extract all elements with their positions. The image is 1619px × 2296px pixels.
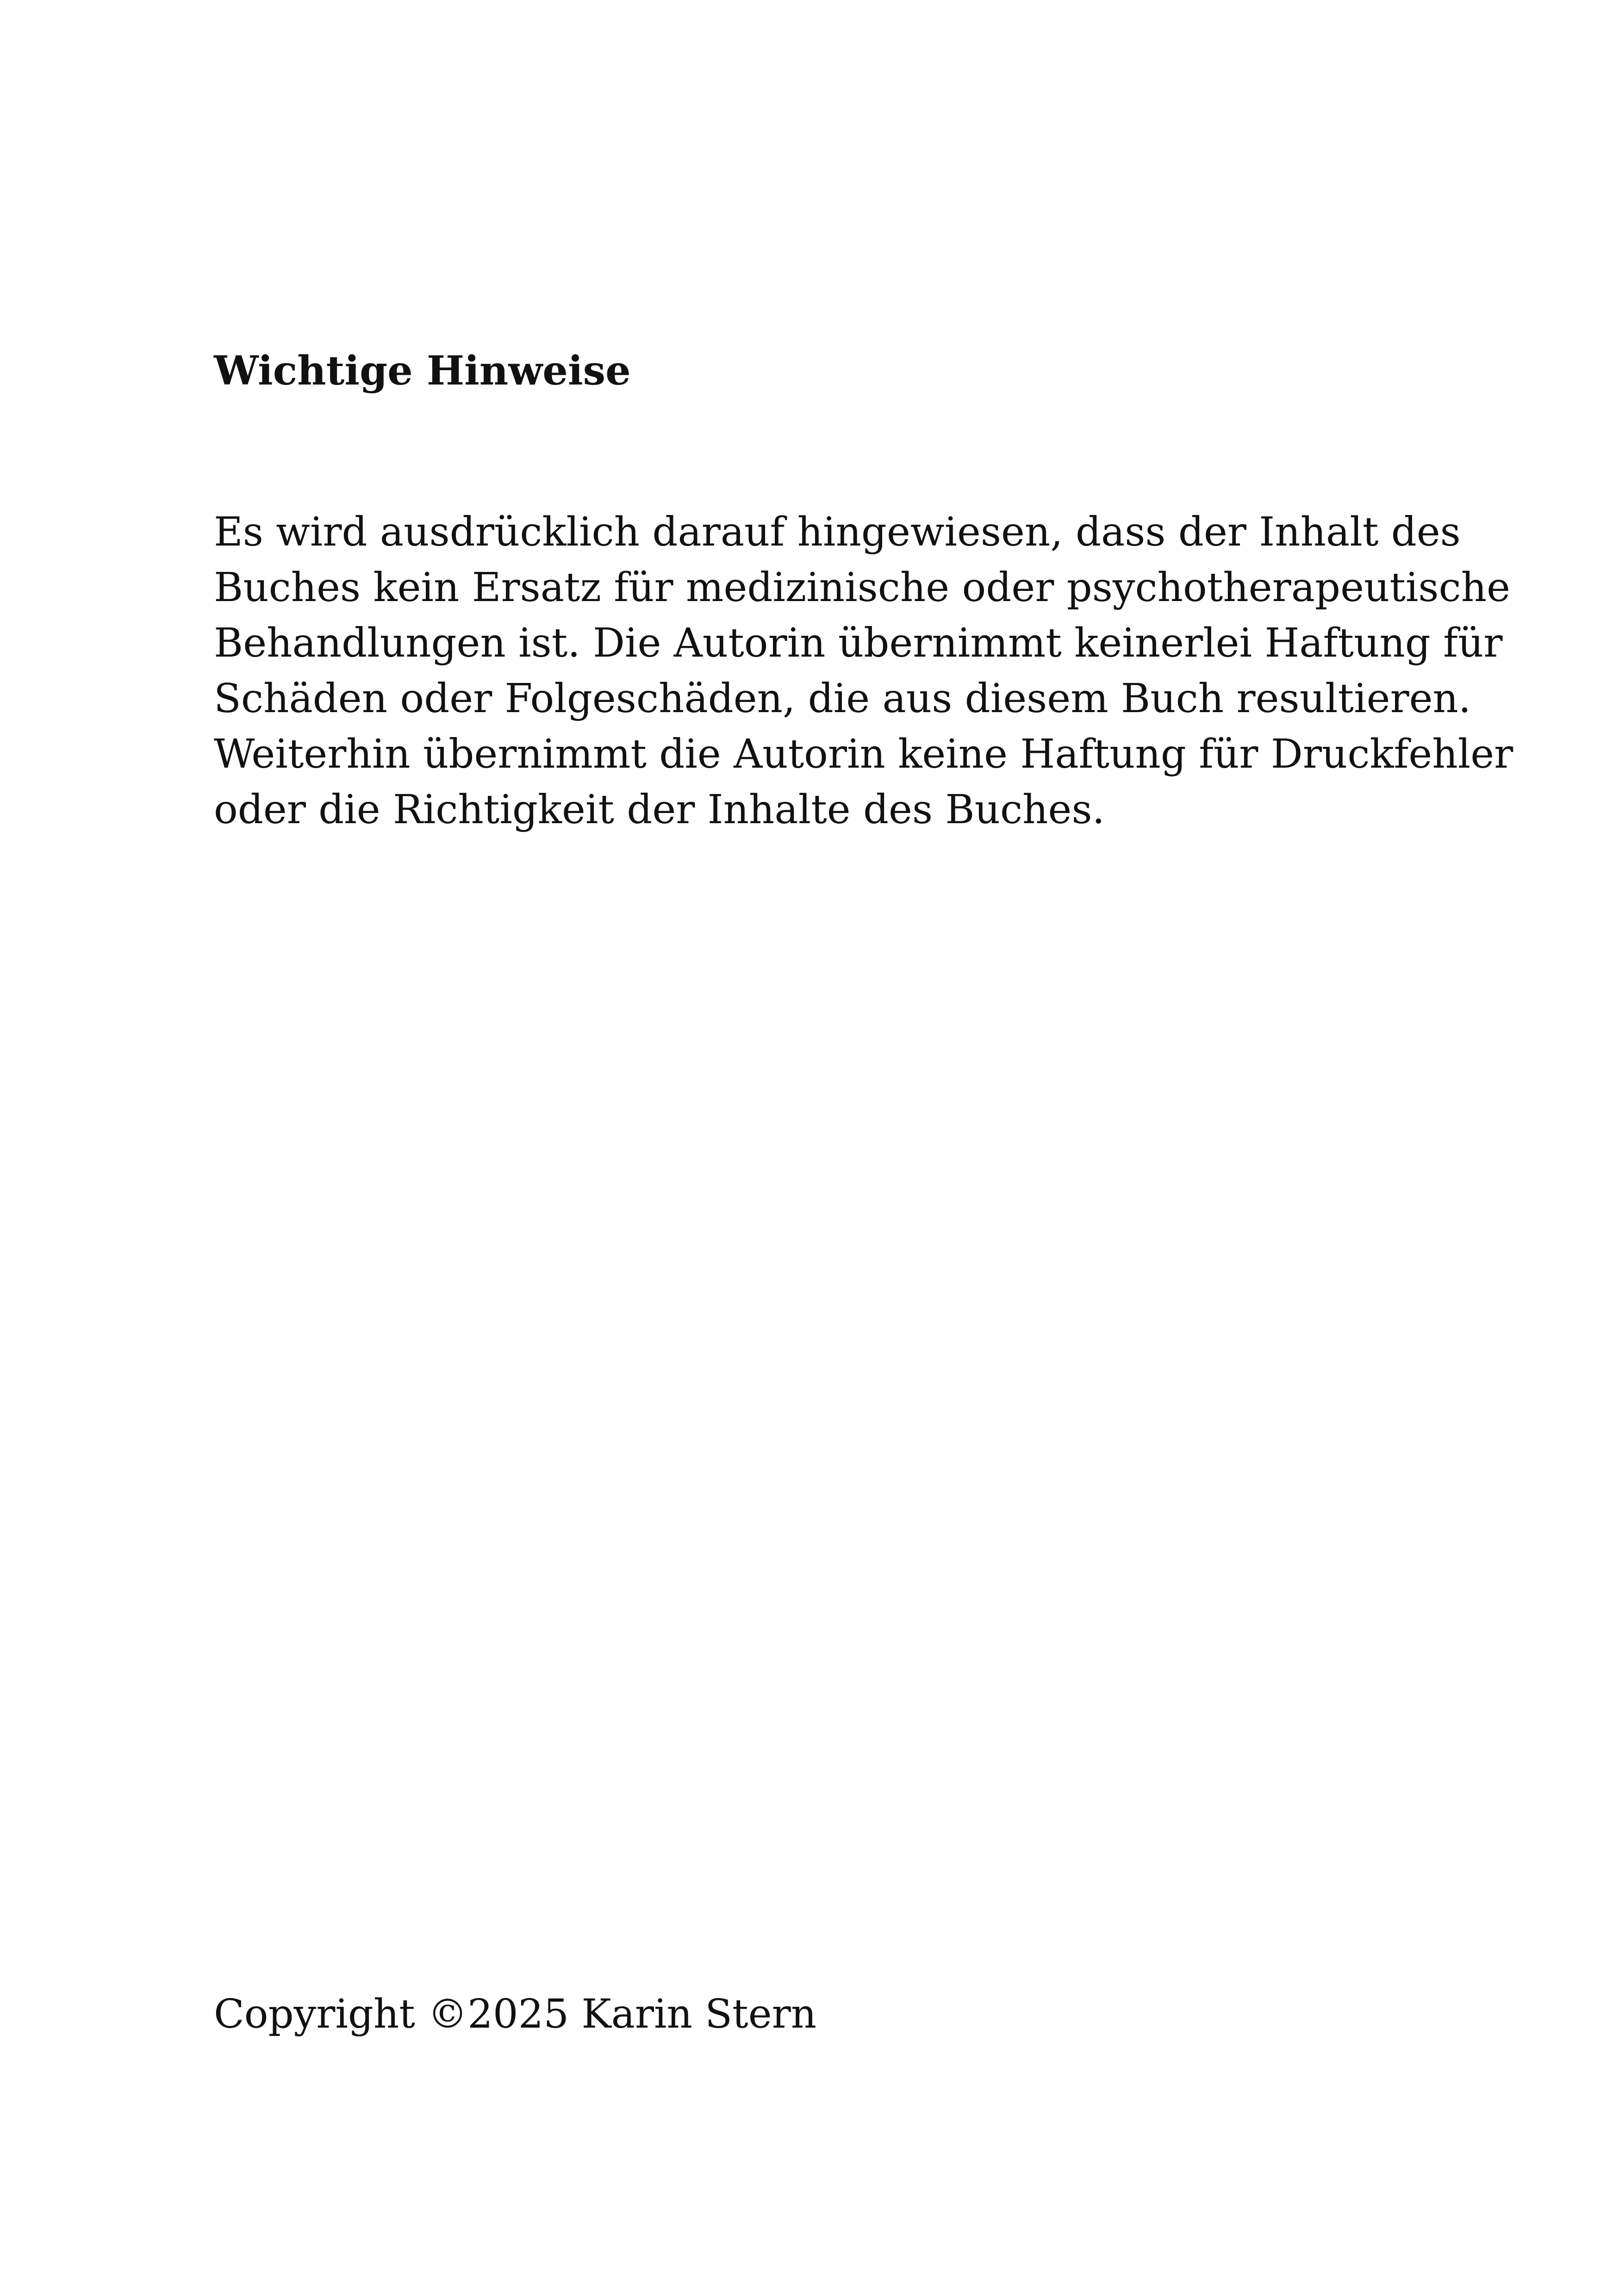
notice-heading: Wichtige Hinweise	[214, 348, 631, 394]
paragraph-line: Weiterhin übernimmt die Autorin keine Haftung für Druckfehler	[214, 731, 1513, 777]
notice-paragraph	[214, 504, 1513, 838]
paragraph-line: oder die Richtigkeit der Inhalte des Buches.	[214, 787, 1105, 833]
paragraph-line: Schäden oder Folgeschäden, die aus diesem Buch resultieren.	[214, 676, 1471, 722]
paragraph-line: Buches kein Ersatz für medizinische oder psychotherapeutische	[214, 565, 1511, 611]
paragraph-line: Es wird ausdrücklich darauf hingewiesen, dass der Inhalt des	[214, 509, 1461, 555]
copyright-notice: Copyright ©2025 Karin Stern	[214, 1991, 817, 2037]
paragraph-line: Behandlungen ist. Die Autorin übernimmt keinerlei Haftung für	[214, 620, 1503, 666]
